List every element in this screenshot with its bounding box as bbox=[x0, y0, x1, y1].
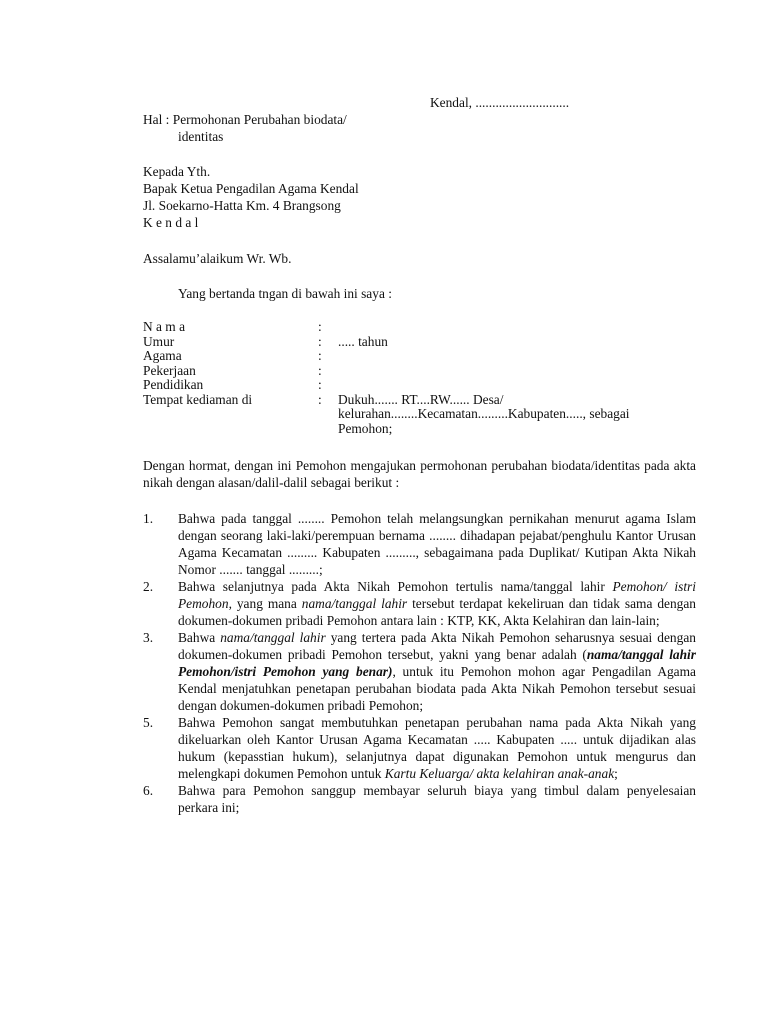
identity-colon: : bbox=[318, 333, 322, 349]
text-run: yang tertera pada Akta Nikah Pemohon seharusnya sesuai dengan dokumen-dokumen pribadi Pemohon tersebut, yakni yang benar adalah ( bbox=[178, 630, 696, 662]
recipient-line-1: Kepada Yth. bbox=[143, 164, 211, 179]
list-number: 3. bbox=[143, 630, 154, 645]
identity-value bbox=[338, 320, 683, 335]
list-item bbox=[143, 714, 696, 782]
greeting: Assalamu’alaikum Wr. Wb. bbox=[143, 251, 292, 266]
identity-value: ..... tahun bbox=[338, 333, 388, 349]
italic-run: nama/tanggal lahir bbox=[301, 596, 408, 611]
identity-row-occupation bbox=[143, 364, 683, 379]
recipient-line-2: Bapak Ketua Pengadilan Agama Kendal bbox=[143, 181, 359, 196]
identity-value bbox=[338, 393, 683, 437]
text-run: , untuk itu Pemohon mohon agar Pengadilan Agama Kendal menjatuhkan penetapan perubahan biodata pada Akta Nikah Pemohon tersebut sesuai dengan dokumen-dokumen pribadi Pemohon; bbox=[178, 664, 696, 713]
identity-colon: : bbox=[318, 348, 322, 363]
recipient-line-3: Jl. Soekarno-Hatta Km. 4 Brangsong bbox=[143, 198, 341, 213]
address-line-2: kelurahan........Kecamatan.........Kabupaten....., sebagai bbox=[338, 406, 630, 421]
reasons-list bbox=[143, 510, 696, 816]
intro-line: Yang bertanda tngan di bawah ini saya : bbox=[178, 286, 392, 301]
identity-value bbox=[338, 349, 683, 364]
identity-row-name bbox=[143, 320, 683, 335]
identity-row-religion bbox=[143, 349, 683, 364]
text-run: Bahwa selanjutnya pada Akta Nikah Pemohon tertulis nama/tanggal lahir bbox=[178, 579, 613, 594]
identity-label: Pendidikan bbox=[143, 377, 204, 392]
list-item bbox=[143, 629, 696, 714]
address-line-3: Pemohon; bbox=[338, 420, 393, 436]
text-run: ; bbox=[614, 766, 618, 781]
text-run: Bahwa bbox=[178, 630, 221, 645]
identity-colon: : bbox=[318, 362, 322, 378]
list-text: Bahwa para Pemohon sanggup membayar seluruh biaya yang timbul dalam penyelesaian perkara ini; bbox=[178, 783, 696, 815]
subject-line-1: Hal : Permohonan Perubahan biodata/ bbox=[143, 112, 347, 127]
identity-row-education bbox=[143, 378, 683, 393]
list-text bbox=[178, 629, 696, 714]
list-item bbox=[143, 510, 696, 578]
list-number: 6. bbox=[143, 783, 154, 798]
identity-value bbox=[338, 378, 683, 393]
bold-italic-run: nama/tanggal lahir Pemohon/istri Pemohon yang benar) bbox=[178, 647, 696, 679]
identity-row-age bbox=[143, 335, 683, 350]
list-item bbox=[143, 578, 696, 629]
identity-colon: : bbox=[318, 319, 322, 334]
place-date: Kendal, ............................ bbox=[430, 95, 570, 110]
identity-label: N a m a bbox=[143, 319, 186, 334]
italic-run: nama/tanggal lahir bbox=[220, 630, 326, 645]
list-text: Bahwa pada tanggal ........ Pemohon telah melangsungkan pernikahan menurut agama Islam dengan seorang laki-laki/perempuan bernama ........ dihadapan pejabat/penghulu Kantor Urusan Agama Kecamatan ......... Kabupaten ........., sebagaimana pada Duplikat/ Kutipan Akta Nikah Nomor ....... tanggal .........; bbox=[178, 511, 696, 577]
identity-label: Umur bbox=[143, 333, 175, 349]
identity-value bbox=[338, 364, 683, 379]
list-item bbox=[143, 782, 696, 816]
list-text bbox=[178, 578, 696, 629]
identity-table bbox=[143, 320, 683, 436]
subject-line-2: identitas bbox=[178, 129, 224, 144]
identity-label: Agama bbox=[143, 348, 182, 363]
list-text bbox=[178, 714, 696, 782]
list-number: 5. bbox=[143, 715, 154, 730]
text-run: Bahwa Pemohon sangat membutuhkan penetapan perubahan nama pada Akta Nikah yang dikeluarkan oleh Kantor Urusan Agama Kecamatan ..... Kabupaten ..... untuk dijadikan alas hukum (kepasstian hukum), selanjutnya dapat digunakan Pemohon untuk mengurus dan melengkapi dokumen Pemohon untuk bbox=[178, 715, 696, 781]
identity-row-address bbox=[143, 393, 683, 437]
subject-block bbox=[143, 111, 347, 145]
italic-run: Kartu Keluarga/ akta kelahiran anak-anak bbox=[384, 766, 615, 781]
recipient-line-4: K e n d a l bbox=[143, 215, 199, 230]
address-line-1: Dukuh....... RT....RW...... Desa/ bbox=[338, 391, 504, 407]
identity-colon: : bbox=[318, 391, 322, 407]
recipient-block bbox=[143, 163, 359, 231]
body-paragraph: Dengan hormat, dengan ini Pemohon mengajukan permohonan perubahan biodata/identitas pada akta nikah dengan alasan/dalil-dalil sebagai berikut : bbox=[143, 458, 696, 490]
identity-label: Pekerjaan bbox=[143, 362, 196, 378]
text-run: , yang mana bbox=[228, 596, 302, 611]
italic-run: Pemohon/ istri Pemohon bbox=[178, 579, 696, 611]
identity-colon: : bbox=[318, 377, 322, 392]
list-number: 1. bbox=[143, 511, 154, 526]
text-run: tersebut terdapat kekeliruan dan tidak sama dengan dokumen-dokumen pribadi Pemohon antara lain : KTP, KK, Akta Kelahiran dan lain-lain; bbox=[178, 596, 696, 628]
list-number: 2. bbox=[143, 579, 154, 594]
identity-label: Tempat kediaman di bbox=[143, 391, 253, 407]
